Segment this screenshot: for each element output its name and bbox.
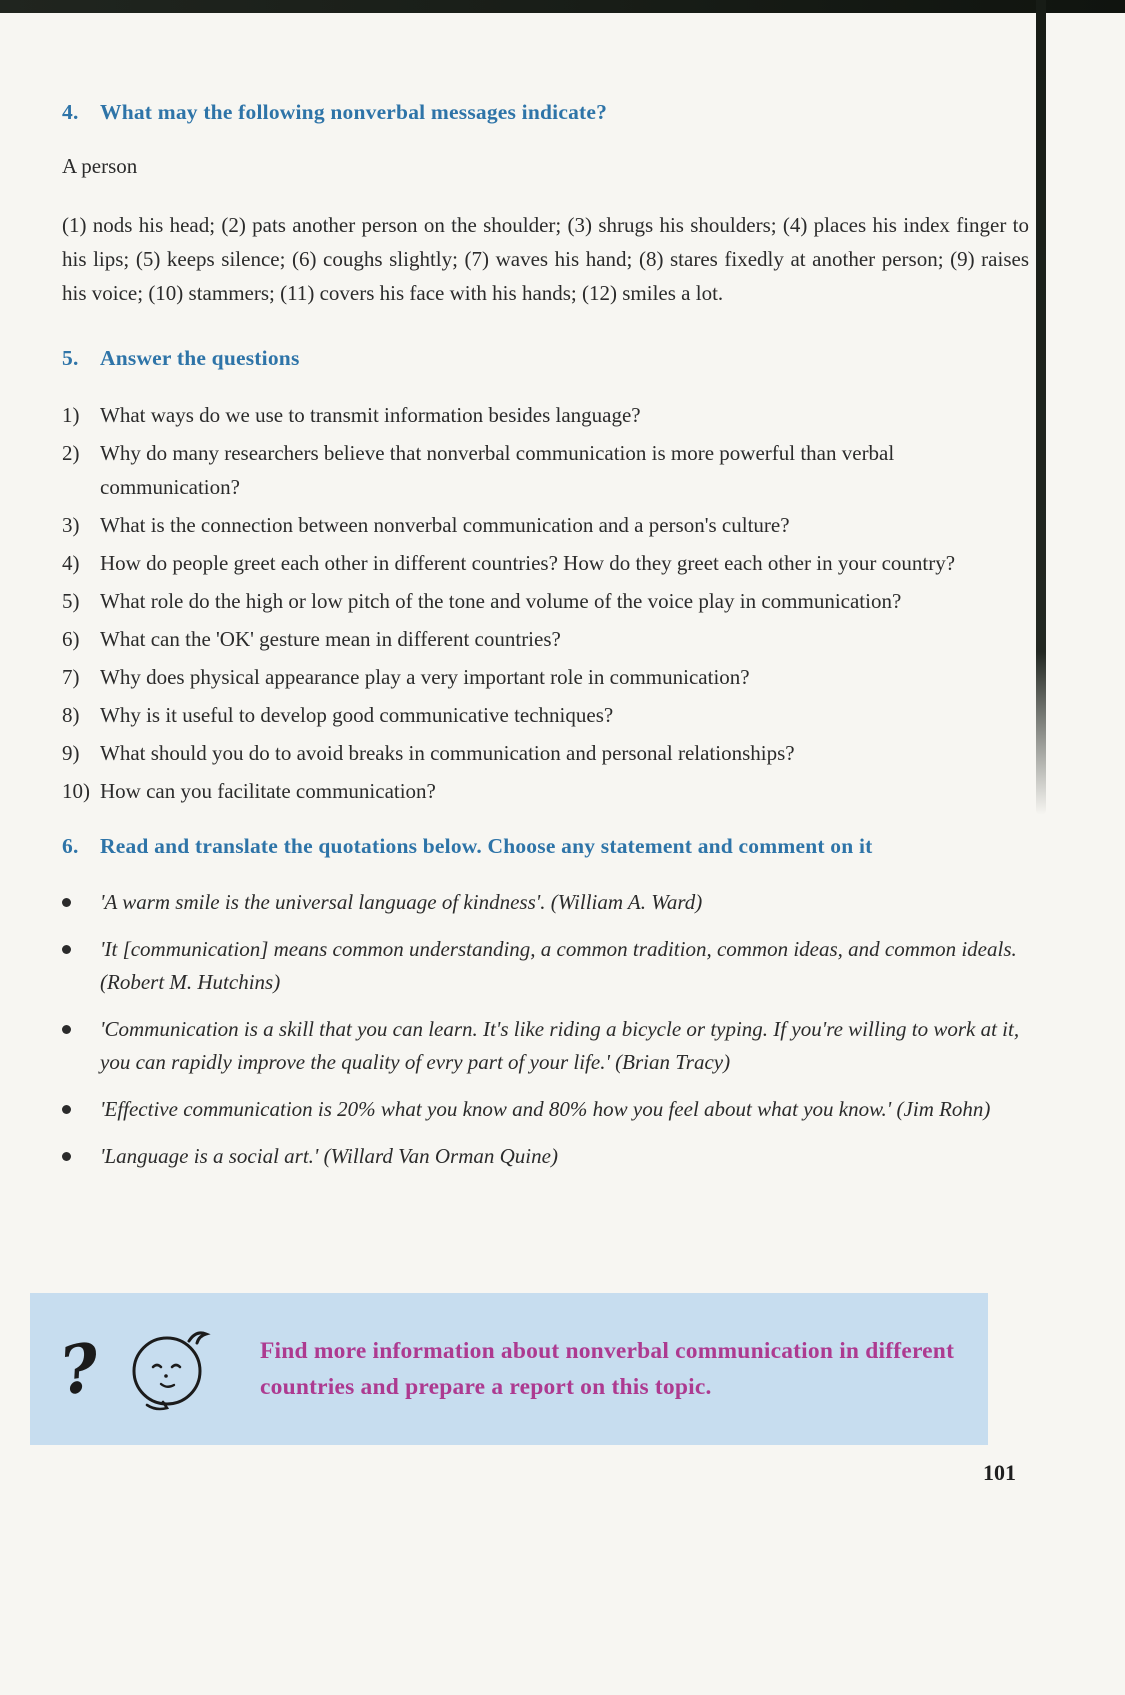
question-list — [62, 398, 1029, 808]
question-text: Why does physical appearance play a very important role in communication? — [100, 665, 750, 689]
question-text: What should you do to avoid breaks in communication and personal relationships? — [100, 741, 795, 765]
question-item — [62, 622, 1029, 656]
quotation-text: 'Language is a social art.' (Willard Van Orman Quine) — [100, 1144, 558, 1168]
question-number: 9) — [62, 741, 80, 765]
question-number: 7) — [62, 665, 80, 689]
question-number: 6) — [62, 627, 80, 651]
question-item — [62, 774, 1029, 808]
question-item — [62, 398, 1029, 432]
question-item — [62, 660, 1029, 694]
question-number: 4) — [62, 551, 80, 575]
question-item — [62, 508, 1029, 542]
question-text: What ways do we use to transmit information besides language? — [100, 403, 641, 427]
question-text: Why do many researchers believe that nonverbal communication is more powerful than verbal communication? — [100, 441, 895, 499]
exercise-5-heading — [62, 344, 1029, 372]
bullet-icon — [62, 1093, 100, 1126]
quotation-text: 'It [communication] means common understanding, a common tradition, common ideas, and common ideals. (Robert M. Hutchins) — [100, 937, 1017, 994]
question-item — [62, 436, 1029, 504]
bullet-icon — [62, 1140, 100, 1173]
bullet-icon — [62, 933, 100, 999]
quotation-text: 'Effective communication is 20% what you know and 80% how you feel about what you know.' (Jim Rohn) — [100, 1097, 991, 1121]
question-text: How can you facilitate communication? — [100, 779, 436, 803]
quotation-item — [62, 1093, 1029, 1126]
quotation-list — [62, 886, 1029, 1173]
question-number: 10) — [62, 779, 90, 803]
question-item — [62, 736, 1029, 770]
exercise-6-heading — [62, 832, 1029, 860]
exercise-4-intro: A person — [62, 154, 138, 178]
quotation-item — [62, 1140, 1029, 1173]
question-number: 1) — [62, 403, 80, 427]
thinking-baby-icon — [117, 1321, 217, 1418]
report-task-callout — [30, 1293, 988, 1445]
quotation-text: 'Communication is a skill that you can learn. It's like riding a bicycle or typing. If you're willing to work at it, you can rapidly improve the quality of evry part of your life.' (Brian Tracy) — [100, 1017, 1020, 1074]
exercise-4-heading — [62, 98, 1029, 126]
question-item — [62, 698, 1029, 732]
question-item — [62, 584, 1029, 618]
question-number: 3) — [62, 513, 80, 537]
quotation-text: 'A warm smile is the universal language of kindness'. (William A. Ward) — [100, 890, 703, 914]
bullet-icon — [62, 886, 100, 919]
question-mark-icon: ? — [54, 1327, 104, 1411]
question-text: What is the connection between nonverbal communication and a person's culture? — [100, 513, 790, 537]
exercise-6-title: Read and translate the quotations below. Choose any statement and comment on it — [100, 834, 873, 858]
question-text: What role do the high or low pitch of the tone and volume of the voice play in communication? — [100, 589, 902, 613]
question-item — [62, 546, 1029, 580]
scan-artifact-top-edge — [0, 0, 1125, 13]
question-number: 5) — [62, 589, 80, 613]
exercise-4-number: 4. — [62, 100, 79, 124]
bullet-icon — [62, 1013, 100, 1079]
callout-text: Find more information about nonverbal communication in different countries and prepare a report on this topic. — [260, 1338, 955, 1400]
exercise-6-number: 6. — [62, 834, 79, 858]
quotation-item — [62, 933, 1029, 999]
question-number: 8) — [62, 703, 80, 727]
quotation-item — [62, 1013, 1029, 1079]
question-number: 2) — [62, 441, 80, 465]
exercise-4-title: What may the following nonverbal messages indicate? — [100, 100, 608, 124]
quotation-item — [62, 886, 1029, 919]
page-number: 101 — [983, 1460, 1016, 1485]
exercise-4-body: (1) nods his head; (2) pats another person on the shoulder; (3) shrugs his shoulders; (4) places his index finger to his lips; (5) keeps silence; (6) coughs slightly; (7) waves his hand; (8) stares fixedly at another person; (9) raises his voice; (10) stammers; (11) covers his face with his hands; (12) smiles a lot. — [62, 213, 1029, 305]
callout-icons — [54, 1321, 260, 1418]
question-text: Why is it useful to develop good communicative techniques? — [100, 703, 614, 727]
exercise-5-title: Answer the questions — [100, 346, 300, 370]
scan-artifact-right-edge — [1036, 0, 1046, 815]
exercise-5-number: 5. — [62, 346, 79, 370]
question-text: How do people greet each other in different countries? How do they greet each other in your country? — [100, 551, 956, 575]
question-text: What can the 'OK' gesture mean in different countries? — [100, 627, 561, 651]
